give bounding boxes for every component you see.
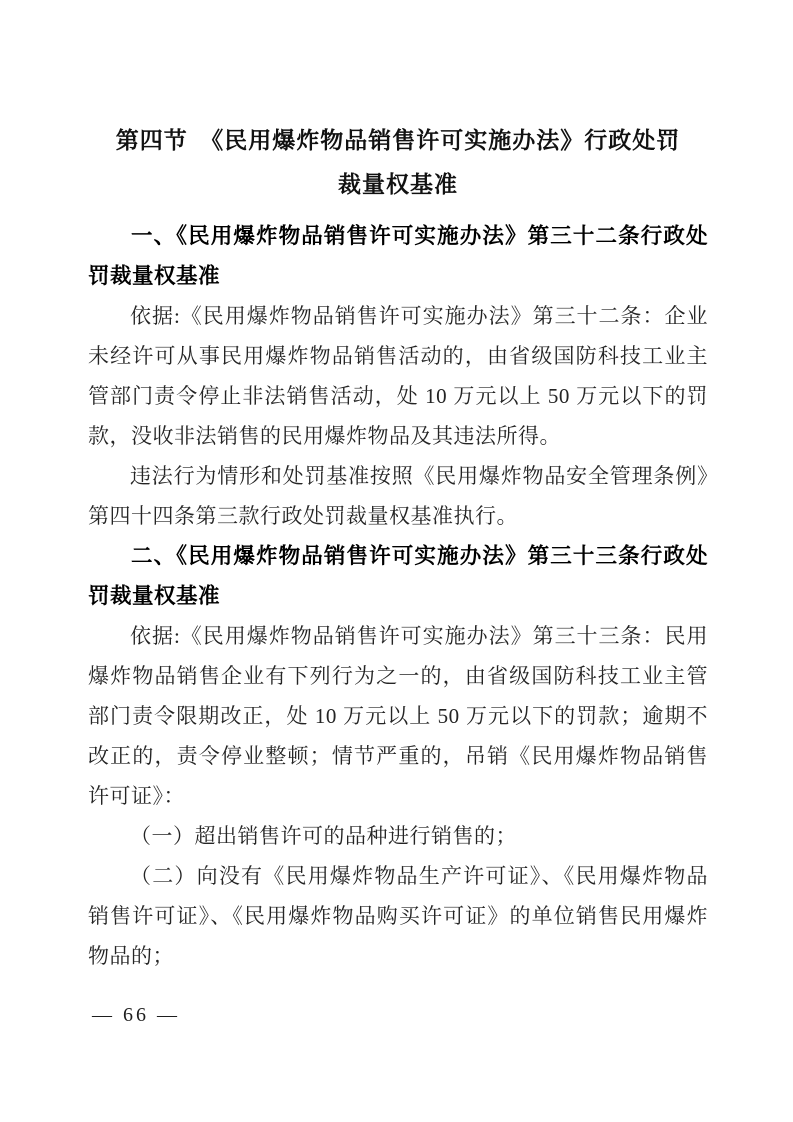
- section-1-heading: 一、《民用爆炸物品销售许可实施办法》第三十二条行政处罚裁量权基准: [88, 224, 708, 288]
- footer-page-number: — 66 —: [92, 1004, 180, 1026]
- section-2-list-item-2: （二）向没有《民用爆炸物品生产许可证》、《民用爆炸物品销售许可证》、《民用爆炸物品购买许可证》的单位销售民用爆炸物品的；: [88, 864, 708, 968]
- section-2-paragraph-basis: 依据:《民用爆炸物品销售许可实施办法》第三十三条：民用爆炸物品销售企业有下列行为之一的，由省级国防科技工业主管部门责令限期改正，处 10 万元以上 50 万元以下的罚款；逾期不改正的，责令停业整顿；情节严重的，吊销《民用爆炸物品销售许可证》：: [88, 624, 708, 808]
- section-2-heading: 二、《民用爆炸物品销售许可实施办法》第三十三条行政处罚裁量权基准: [88, 544, 708, 608]
- document-content: [88, 119, 708, 976]
- doc-title: [88, 119, 708, 207]
- doc-title-line-2: 裁量权基准: [338, 172, 458, 197]
- section-1-paragraph-basis: 依据:《民用爆炸物品销售许可实施办法》第三十二条：企业未经许可从事民用爆炸物品销售活动的，由省级国防科技工业主管部门责令停止非法销售活动，处 10 万元以上 50 万元以下的罚款，没收非法销售的民用爆炸物品及其违法所得。: [88, 304, 708, 448]
- section-2-list-item-1: （一）超出销售许可的品种进行销售的；: [130, 824, 517, 848]
- section-1-paragraph-standard: 违法行为情形和处罚基准按照《民用爆炸物品安全管理条例》第四十四条第三款行政处罚裁量权基准执行。: [88, 464, 708, 528]
- doc-title-line-1: 第四节 《民用爆炸物品销售许可实施办法》行政处罚: [115, 128, 681, 153]
